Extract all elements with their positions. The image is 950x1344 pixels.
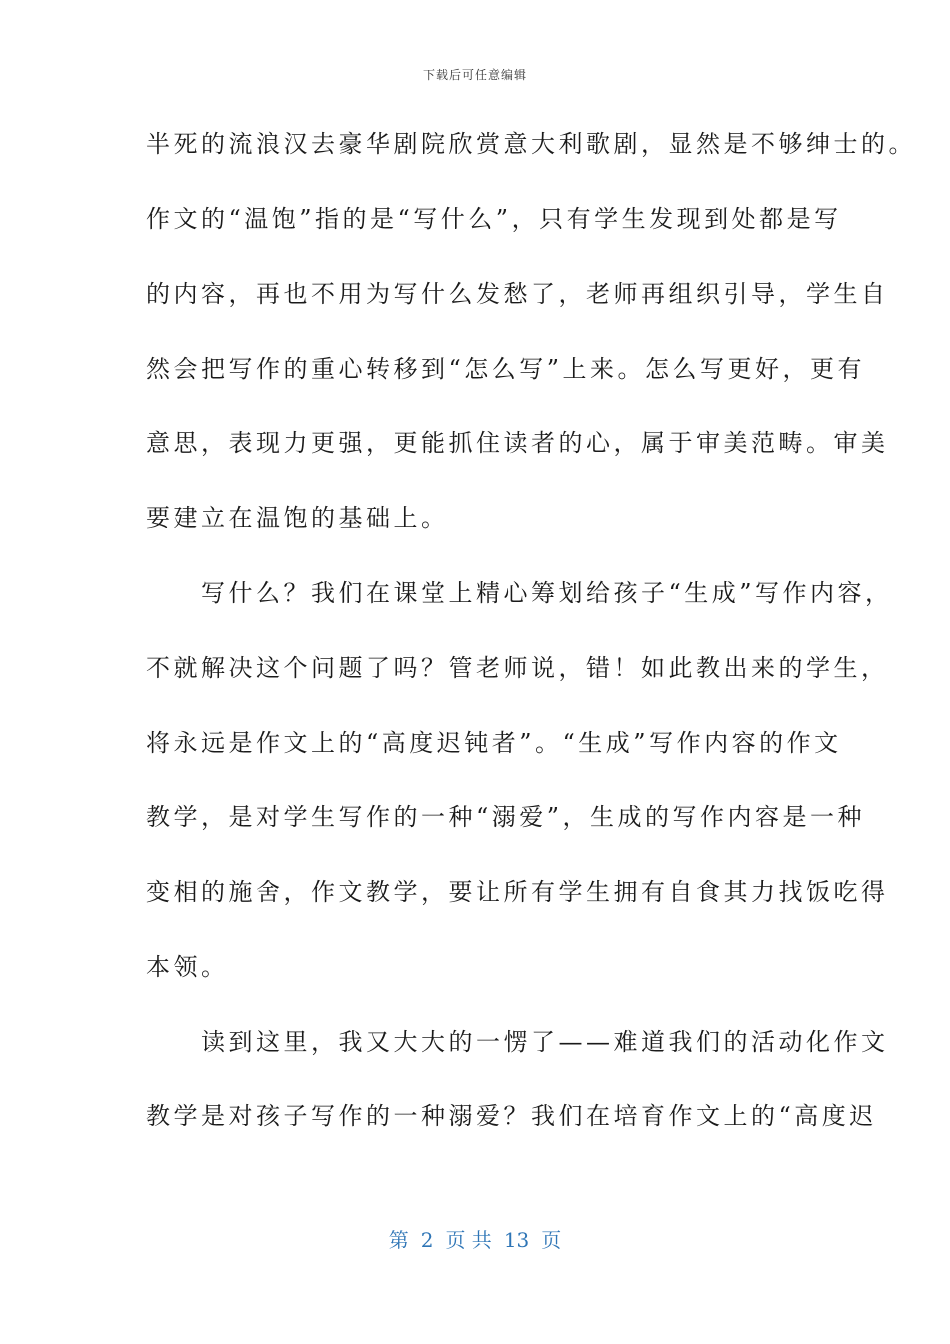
total-page-count: 13 — [503, 1228, 530, 1252]
body-line: 意思，表现力更强，更能抓住读者的心，属于审美范畴。审美 — [146, 429, 889, 457]
body-line: 教学是对孩子写作的一种溺爱？我们在培育作文上的“高度迟 — [146, 1102, 877, 1130]
body-line: 不就解决这个问题了吗？管老师说，错！如此教出来的学生， — [146, 654, 889, 682]
footer-suffix: 页 — [541, 1228, 562, 1252]
body-line: 教学，是对学生写作的一种“溺爱”，生成的写作内容是一种 — [146, 803, 866, 831]
body-line: 读到这里，我又大大的一愣了——难道我们的活动化作文 — [146, 1028, 889, 1056]
body-line: 的内容，再也不用为写什么发愁了，老师再组织引导，学生自 — [146, 280, 889, 308]
footer-prefix: 第 — [388, 1228, 409, 1252]
body-line: 写什么？我们在课堂上精心筹划给孩子“生成”写作内容， — [146, 579, 893, 607]
current-page-number: 2 — [420, 1228, 434, 1252]
page-number-footer — [0, 1224, 950, 1253]
body-line: 变相的施舍，作文教学，要让所有学生拥有自食其力找饭吃得 — [146, 878, 889, 906]
body-line: 本领。 — [146, 953, 229, 981]
body-line: 半死的流浪汉去豪华剧院欣赏意大利歌剧，显然是不够绅士的。 — [146, 130, 916, 158]
body-line: 然会把写作的重心转移到“怎么写”上来。怎么写更好，更有 — [146, 355, 866, 383]
body-line: 作文的“温饱”指的是“写什么”，只有学生发现到处都是写 — [146, 205, 842, 233]
body-line: 要建立在温饱的基础上。 — [146, 504, 449, 532]
footer-middle: 页 共 — [445, 1228, 492, 1252]
page-header: 下载后可任意编辑 — [422, 68, 527, 82]
body-line: 将永远是作文上的“高度迟钝者”。“生成”写作内容的作文 — [146, 729, 842, 757]
